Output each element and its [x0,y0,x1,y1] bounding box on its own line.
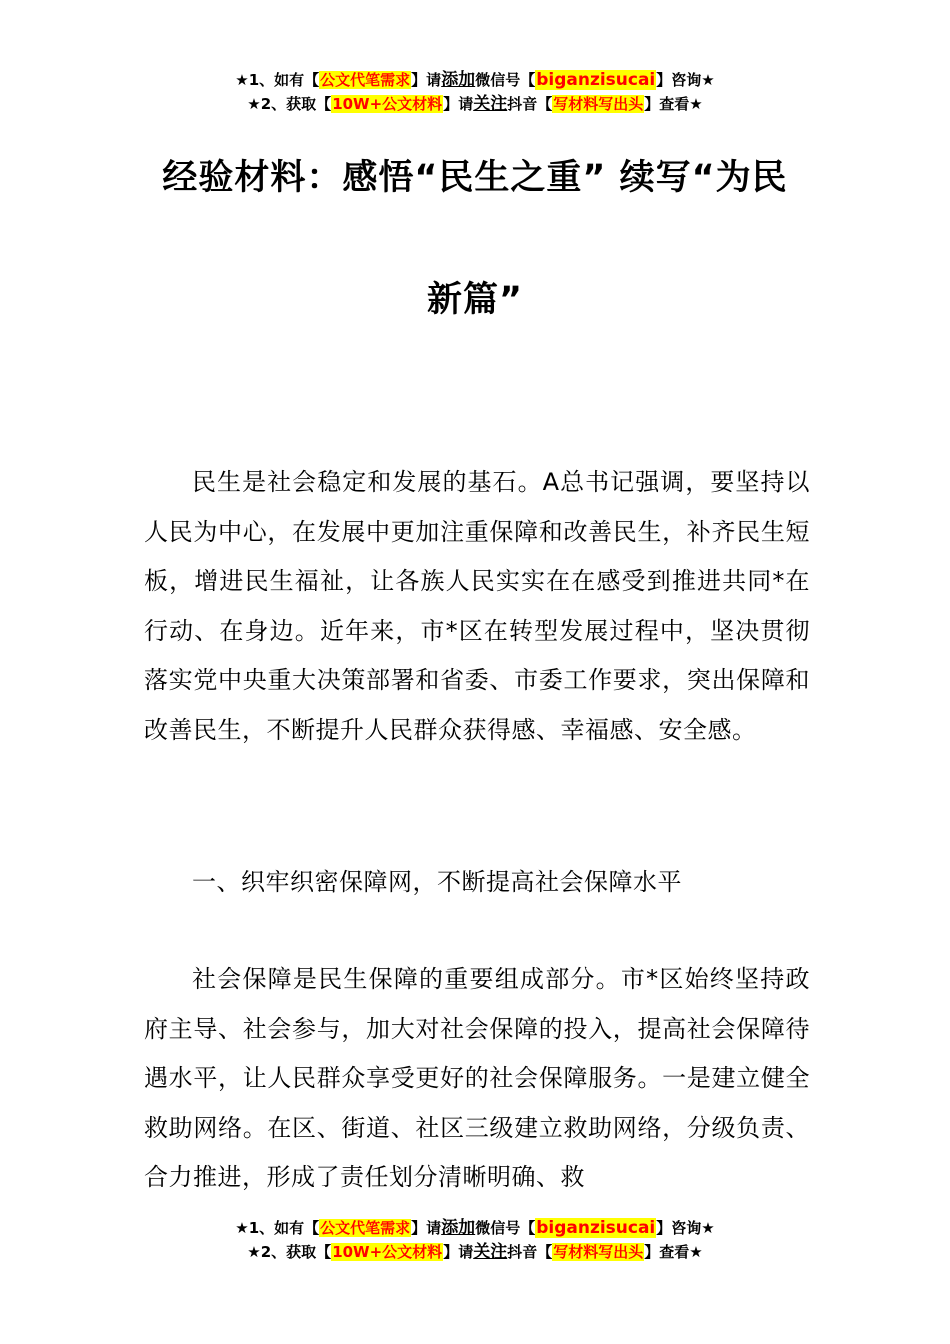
body-paragraph-2: 社会保障是民生保障的重要组成部分。市*区始终坚持政府主导、社会参与，加大对社会保障的投入，提高社会保障待遇水平，让人民群众享受更好的社会保障服务。一是建立健全救助网络。在区、街道、社区三级建立救助网络，分级负责、合力推进，形成了责任划分清晰明确、救 [144,965,810,1192]
top-promo-banner [0,68,950,116]
highlight-douyin: 写材料写出头 [553,95,644,113]
promo-line-2: ★2、获取【10W+公文材料】请关注抖音【写材料写出头】查看★ [247,94,703,114]
underline-add: 添加 [441,1218,476,1238]
document-title-line-2: 新篇” [426,280,523,320]
underline-follow: 关注 [473,94,508,114]
highlight-materials: 10W+公文材料 [332,95,443,113]
body-paragraph-1: 民生是社会稳定和发展的基石。A总书记强调，要坚持以人民为中心，在发展中更加注重保障和改善民生，补齐民生短板，增进民生福祉，让各族人民实实在在感受到推进共同*在行动、在身边。近年来，市*区在转型发展过程中，坚决贯彻落实党中央重大决策部署和省委、市委工作要求，突出保障和改善民生，不断提升人民群众获得感、幸福感、安全感。 [144,468,810,744]
promo-line-2: ★2、获取【10W+公文材料】请关注抖音【写材料写出头】查看★ [247,1242,703,1262]
promo-line-1: ★1、如有【公文代笔需求】请添加微信号【biganzisucai】咨询★ [235,1218,715,1238]
highlight-wechat-id: biganzisucai [536,1218,656,1238]
highlight-service: 公文代笔需求 [320,1219,411,1237]
highlight-douyin: 写材料写出头 [553,1243,644,1261]
highlight-materials: 10W+公文材料 [332,1243,443,1261]
highlight-wechat-id: biganzisucai [536,70,656,90]
bottom-promo-banner [0,1216,950,1264]
highlight-service: 公文代笔需求 [320,71,411,89]
promo-line-1: ★1、如有【公文代笔需求】请添加微信号【biganzisucai】咨询★ [235,70,715,90]
underline-follow: 关注 [473,1242,508,1262]
document-title-line-1: 经验材料：感悟“民生之重” 续写“为民 [162,158,788,198]
section-heading-1: 一、织牢织密保障网，不断提高社会保障水平 [192,868,682,896]
underline-add: 添加 [441,70,476,90]
